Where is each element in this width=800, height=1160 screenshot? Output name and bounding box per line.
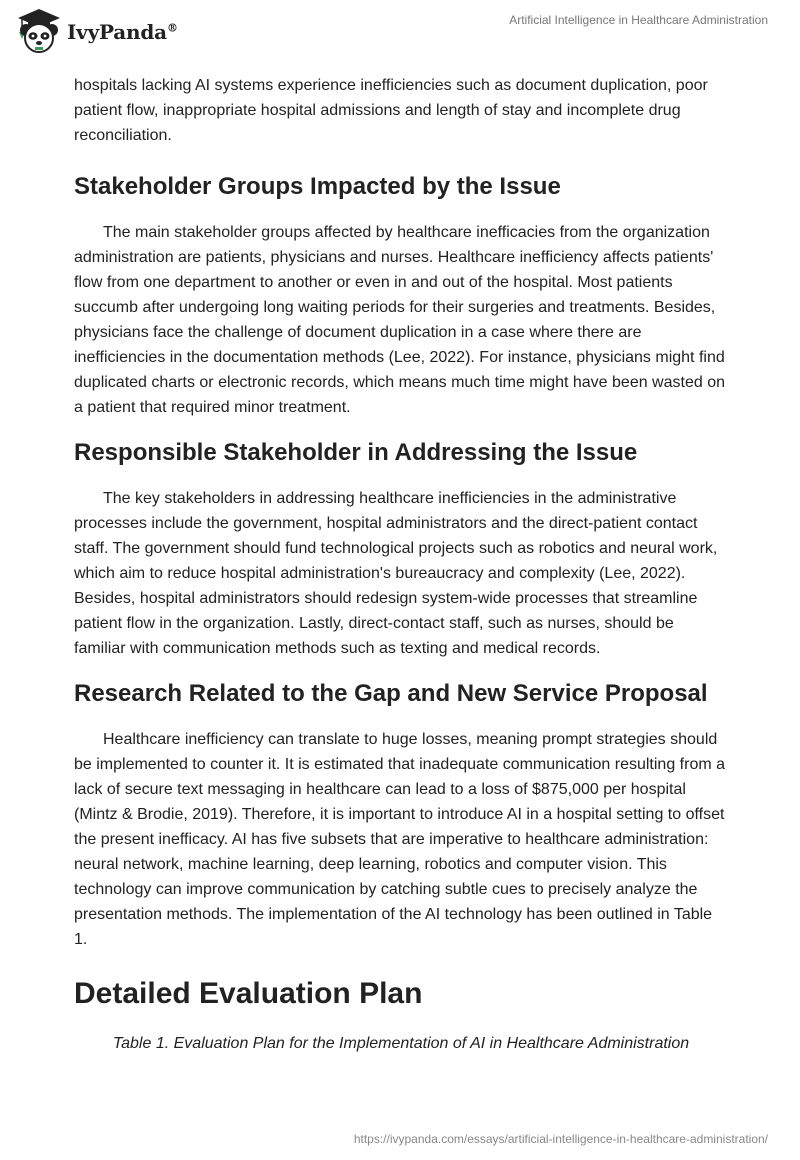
section-paragraph-stakeholder-groups: The main stakeholder groups affected by healthcare inefficacies from the organization administration are patients, physicians and nurses. Healthcare inefficiency affects patients' flow from one department to another or even in and out of the hospital. Most patients succumb after undergoing long waiting periods for their surgeries and treatments. Besides, physicians face the challenge of document duplication in a case where there are inefficiencies in the documentation methods (Lee, 2022). For instance, physicians might find duplicated charts or electronic records, which means much time might have been wasted on a patient that required minor treatment. xyxy=(74,224,725,416)
section-heading-research: Research Related to the Gap and New Service Proposal xyxy=(74,680,708,707)
intro-continuation: hospitals lacking AI systems experience inefficiencies such as document duplication, poor patient flow, inappropriate hospital admissions and length of stay and incomplete drug reconciliation. xyxy=(74,77,708,144)
section-heading-stakeholder-groups: Stakeholder Groups Impacted by the Issue xyxy=(74,173,561,200)
section-paragraph-research: Healthcare inefficiency can translate to huge losses, meaning prompt strategies should be implemented to counter it. It is estimated that inadequate communication resulting from a lack of secure text messaging in healthcare can lead to a loss of $875,000 per hospital (Mintz & Brodie, 2019). Therefore, it is important to introduce AI in a hospital setting to offset the present inefficacy. AI has five subsets that are imperative to healthcare administration: neural network, machine learning, deep learning, robotics and computer vision. This technology can improve communication by catching subtle cues to precisely analyze the presentation methods. The implementation of the AI technology has been outlined in Table 1. xyxy=(74,731,726,948)
section-paragraph-responsible-stakeholder: The key stakeholders in addressing healthcare inefficiencies in the administrative processes include the government, hospital administrators and the direct-patient contact staff. The government should fund technological projects such as robotics and neural work, which aim to reduce hospital administration's bureaucracy and complexity (Lee, 2022). Besides, hospital administrators should redesign system-wide processes that streamline patient flow in the organization. Lastly, direct-contact staff, such as nurses, should be familiar with communication methods such as texting and medical records. xyxy=(74,490,718,657)
document-title: Artificial Intelligence in Healthcare Administration xyxy=(509,13,768,27)
logo[interactable] xyxy=(14,8,178,54)
panda-logo-icon xyxy=(14,8,64,54)
source-url[interactable]: https://ivypanda.com/essays/artificial-intelligence-in-healthcare-administration/ xyxy=(353,1132,768,1146)
main-heading-evaluation-plan: Detailed Evaluation Plan xyxy=(74,977,423,1010)
logo-text: IvyPanda® xyxy=(67,20,178,44)
section-heading-responsible-stakeholder: Responsible Stakeholder in Addressing the Issue xyxy=(74,439,638,466)
table-caption: Table 1. Evaluation Plan for the Implementation of AI in Healthcare Administration xyxy=(112,1035,690,1052)
essay-content xyxy=(74,73,728,1056)
